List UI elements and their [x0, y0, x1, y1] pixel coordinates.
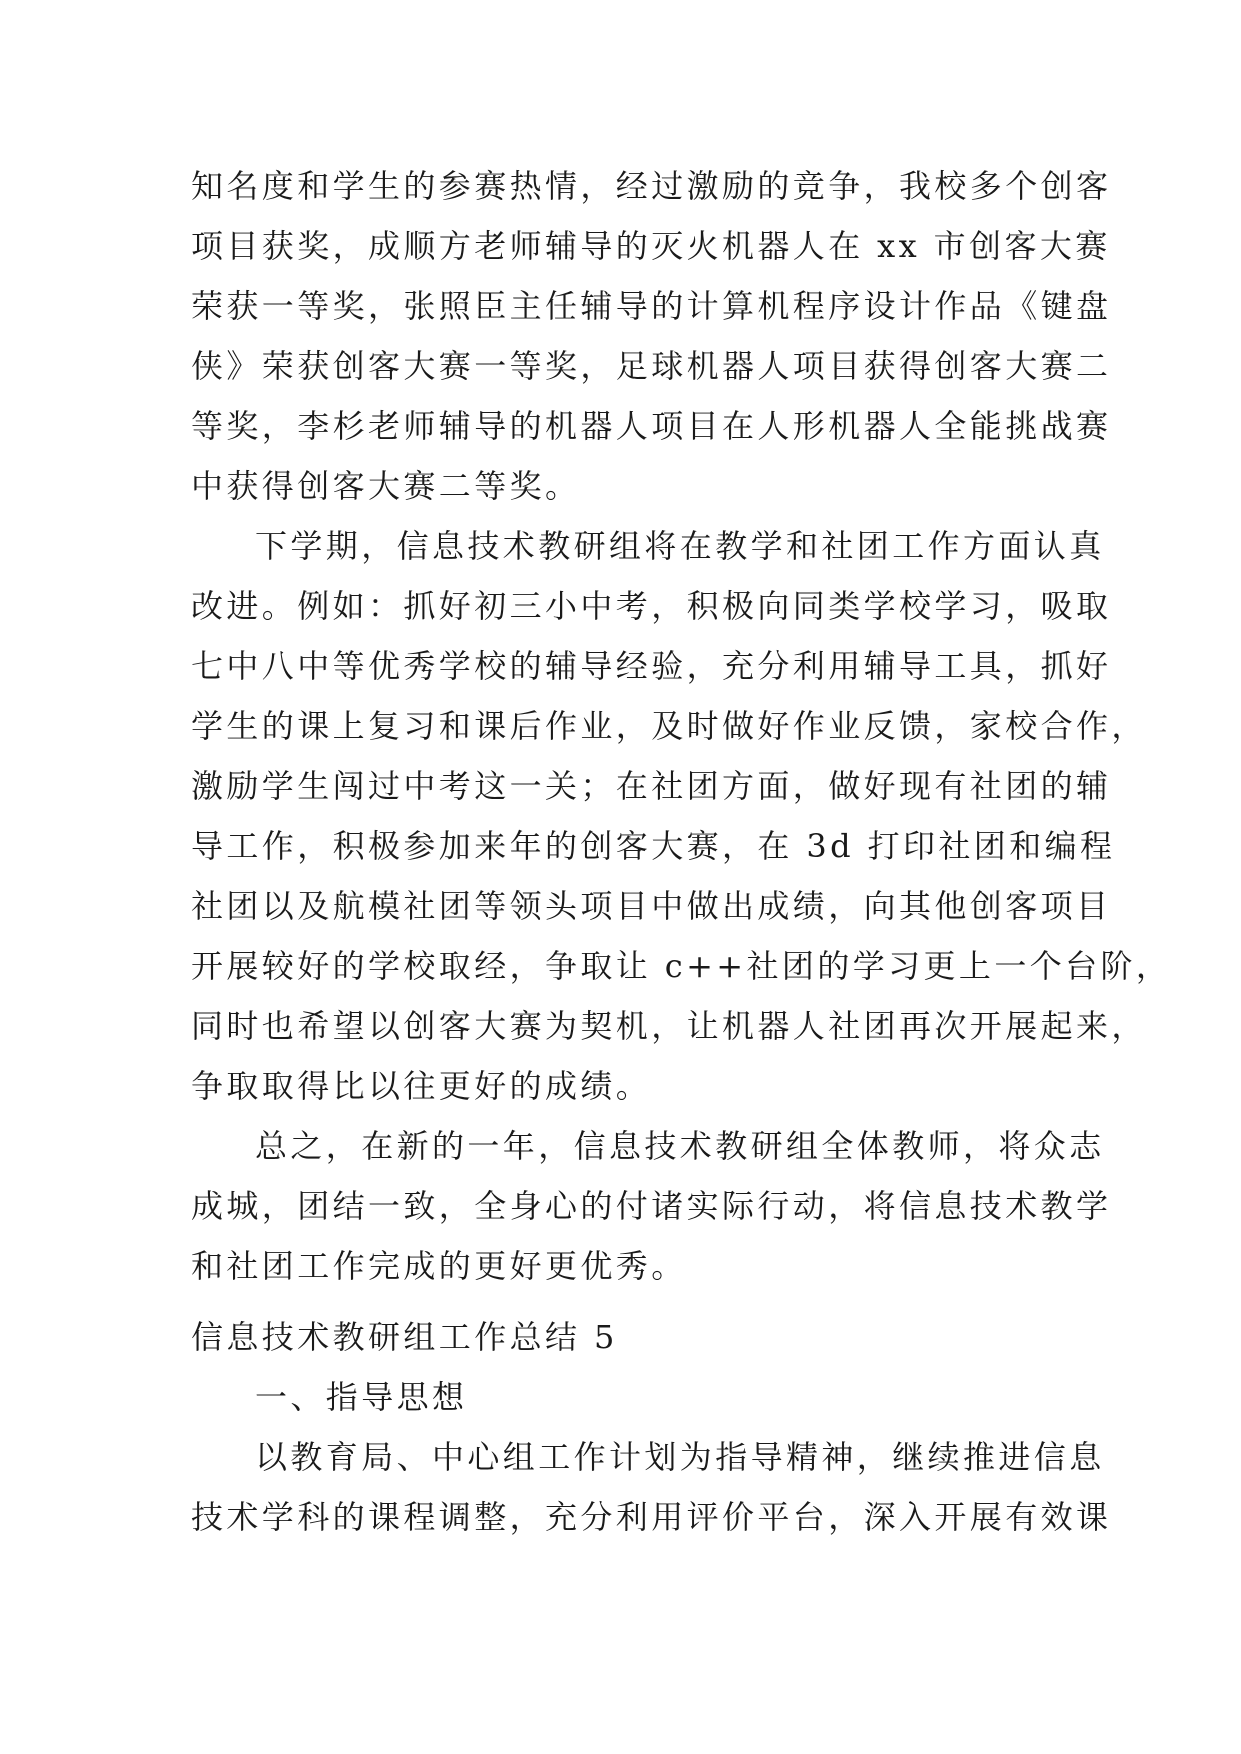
text-line: 项目获奖，成顺方老师辅导的灭火机器人在 xx 市创客大赛: [191, 227, 1111, 265]
text-line: 社团以及航模社团等领头项目中做出成绩，向其他创客项目: [191, 887, 1112, 925]
text-line: 学生的课上复习和课后作业，及时做好作业反馈，家校合作，: [191, 707, 1147, 745]
text-line: 以教育局、中心组工作计划为指导精神，继续推进信息: [255, 1438, 1105, 1476]
text-line: 下学期，信息技术教研组将在教学和社团工作方面认真: [255, 527, 1105, 565]
text-line: 中获得创客大赛二等奖。: [191, 467, 581, 505]
text-line: 和社团工作完成的更好更优秀。: [191, 1247, 687, 1285]
text-line: 侠》荣获创客大赛一等奖，足球机器人项目获得创客大赛二: [191, 347, 1112, 385]
paragraph-conclusion: [191, 1116, 1112, 1296]
text-line: 七中八中等优秀学校的辅导经验，充分利用辅导工具，抓好: [191, 647, 1112, 685]
text-line: 知名度和学生的参赛热情，经过激励的竞争，我校多个创客: [191, 167, 1112, 205]
section-title: 信息技术教研组工作总结 5: [191, 1318, 618, 1356]
text-line: 技术学科的课程调整，充分利用评价平台，深入开展有效课: [191, 1498, 1112, 1536]
paragraph-awards: [191, 156, 1112, 516]
paragraph-next-semester: [191, 516, 1172, 1116]
text-line: 总之，在新的一年，信息技术教研组全体教师，将众志: [255, 1127, 1105, 1165]
text-line: 开展较好的学校取经，争取让 c++社团的学习更上一个台阶，: [191, 947, 1172, 985]
text-line: 争取取得比以往更好的成绩。: [191, 1067, 652, 1105]
text-line: 同时也希望以创客大赛为契机，让机器人社团再次开展起来，: [191, 1007, 1147, 1045]
text-line: 改进。例如：抓好初三小中考，积极向同类学校学习，吸取: [191, 587, 1112, 625]
text-line: 成城，团结一致，全身心的付诸实际行动，将信息技术教学: [191, 1187, 1112, 1225]
text-line: 激励学生闯过中考这一关；在社团方面，做好现有社团的辅: [191, 767, 1112, 805]
text-line: 导工作，积极参加来年的创客大赛，在 3d 打印社团和编程: [191, 827, 1116, 865]
subheading: 一、指导思想: [255, 1378, 468, 1416]
text-line: 荣获一等奖，张照臣主任辅导的计算机程序设计作品《键盘: [191, 287, 1112, 325]
section-body: [191, 1367, 1112, 1547]
document-body: [191, 156, 1172, 1296]
text-line: 等奖，李杉老师辅导的机器人项目在人形机器人全能挑战赛: [191, 407, 1112, 445]
